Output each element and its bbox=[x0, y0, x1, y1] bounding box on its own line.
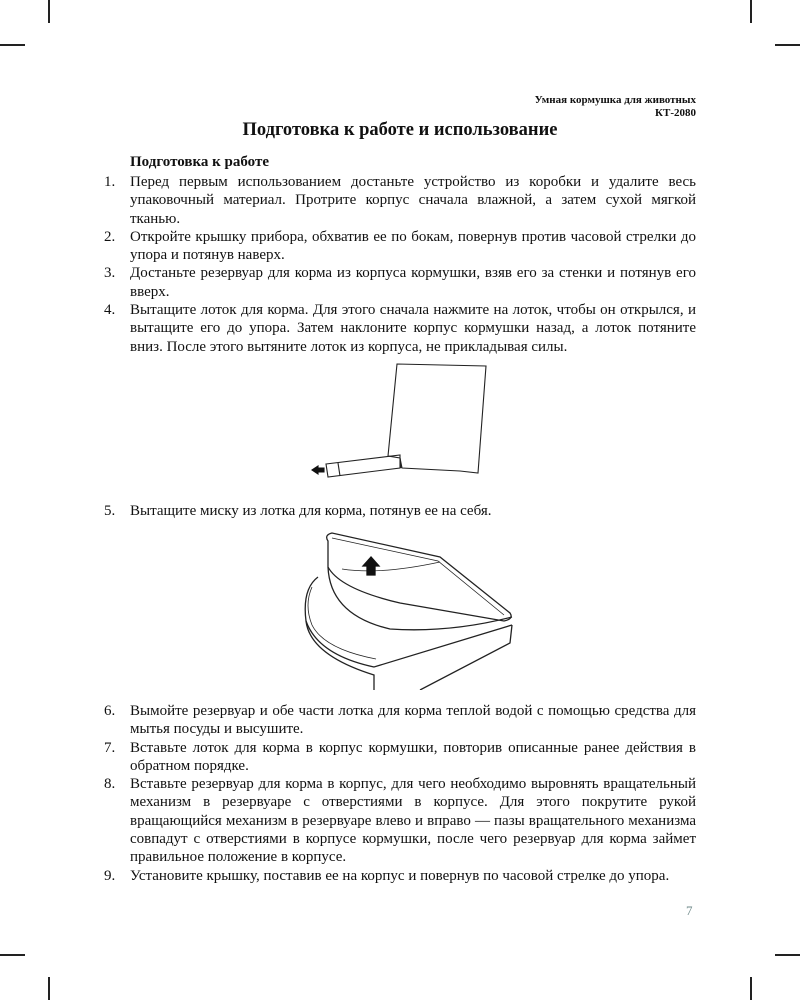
list-item bbox=[104, 702, 696, 739]
figure-bowl-removal bbox=[290, 525, 530, 690]
list-item bbox=[104, 301, 696, 356]
step-number: 7. bbox=[104, 739, 116, 756]
step-number: 8. bbox=[104, 776, 116, 793]
step-number: 3. bbox=[104, 265, 116, 282]
crop-mark bbox=[48, 977, 50, 1000]
step-number: 2. bbox=[104, 228, 116, 245]
list-item bbox=[104, 228, 696, 265]
step-text: Вытащите миску из лотка для корма, потянув ее на себя. bbox=[130, 503, 492, 519]
crop-mark bbox=[775, 44, 800, 46]
page-number: 7 bbox=[686, 903, 693, 918]
step-text: Перед первым использованием достаньте устройство из коробки и удалите весь упаковочный материал. Протрите корпус сначала влажной, а затем сухой мягкой тканью. bbox=[130, 174, 696, 227]
step-text: Вытащите лоток для корма. Для этого сначала нажмите на лоток, чтобы он открылся, и вытащите его до упора. Затем наклоните корпус кормушки назад, а лоток потяните вниз. После этого вытяните лоток из корпуса, не прикладывая силы. bbox=[130, 302, 696, 355]
step-text: Достаньте резервуар для корма из корпуса кормушки, взяв его за стенки и потянув его вверх. bbox=[130, 265, 696, 300]
page-title: Подготовка к работе и использование bbox=[242, 120, 558, 140]
step-number: 9. bbox=[104, 867, 116, 884]
list-item bbox=[104, 867, 696, 885]
crop-mark bbox=[750, 977, 752, 1000]
crop-mark bbox=[750, 0, 752, 23]
model-number: КТ-2080 bbox=[655, 107, 696, 119]
step-text: Откройте крышку прибора, обхватив ее по бокам, повернув против часовой стрелки до упора и потянув наверх. bbox=[130, 228, 696, 264]
figure-tray-removal bbox=[300, 360, 500, 480]
step-text: Установите крышку, поставив ее на корпус и повернув по часовой стрелке до упора. bbox=[130, 867, 670, 884]
running-header bbox=[535, 94, 696, 120]
list-item bbox=[104, 502, 696, 520]
list-item bbox=[104, 173, 696, 228]
crop-mark bbox=[48, 0, 50, 23]
list-item bbox=[104, 775, 696, 866]
crop-mark bbox=[0, 954, 25, 956]
step-number: 5. bbox=[104, 503, 116, 519]
section-heading: Подготовка к работе bbox=[130, 154, 269, 170]
step-number: 4. bbox=[104, 302, 116, 319]
step-text: Вставьте резервуар для корма в корпус, для чего необходимо выровнять вращательный механизм в резервуаре с отверстиями в корпусе. Для этого покрутите рукой вращающийся механизм в резервуаре влево и вправо — пазы вращательного механизма совпадут с отверстиями в корпусе кормушки, после чего резервуар для корма займет правильное положение в корпусе. bbox=[130, 776, 696, 866]
arrow-up-icon bbox=[363, 557, 379, 575]
steps-list bbox=[104, 173, 696, 356]
product-name: Умная кормушка для животных bbox=[534, 94, 696, 106]
list-item bbox=[104, 739, 696, 776]
list-item bbox=[104, 264, 696, 301]
step-number: 1. bbox=[104, 174, 116, 190]
crop-mark bbox=[775, 954, 800, 956]
steps-list bbox=[104, 702, 696, 885]
steps-list bbox=[104, 502, 696, 520]
step-text: Вставьте лоток для корма в корпус кормушки, повторив описанные ранее действия в обратном порядке. bbox=[130, 739, 696, 774]
step-number: 6. bbox=[104, 703, 116, 719]
arrow-left-icon bbox=[312, 466, 324, 474]
crop-mark bbox=[0, 44, 25, 46]
step-text: Вымойте резервуар и обе части лотка для корма теплой водой с помощью средства для мытья посуды и высушите. bbox=[130, 703, 696, 738]
